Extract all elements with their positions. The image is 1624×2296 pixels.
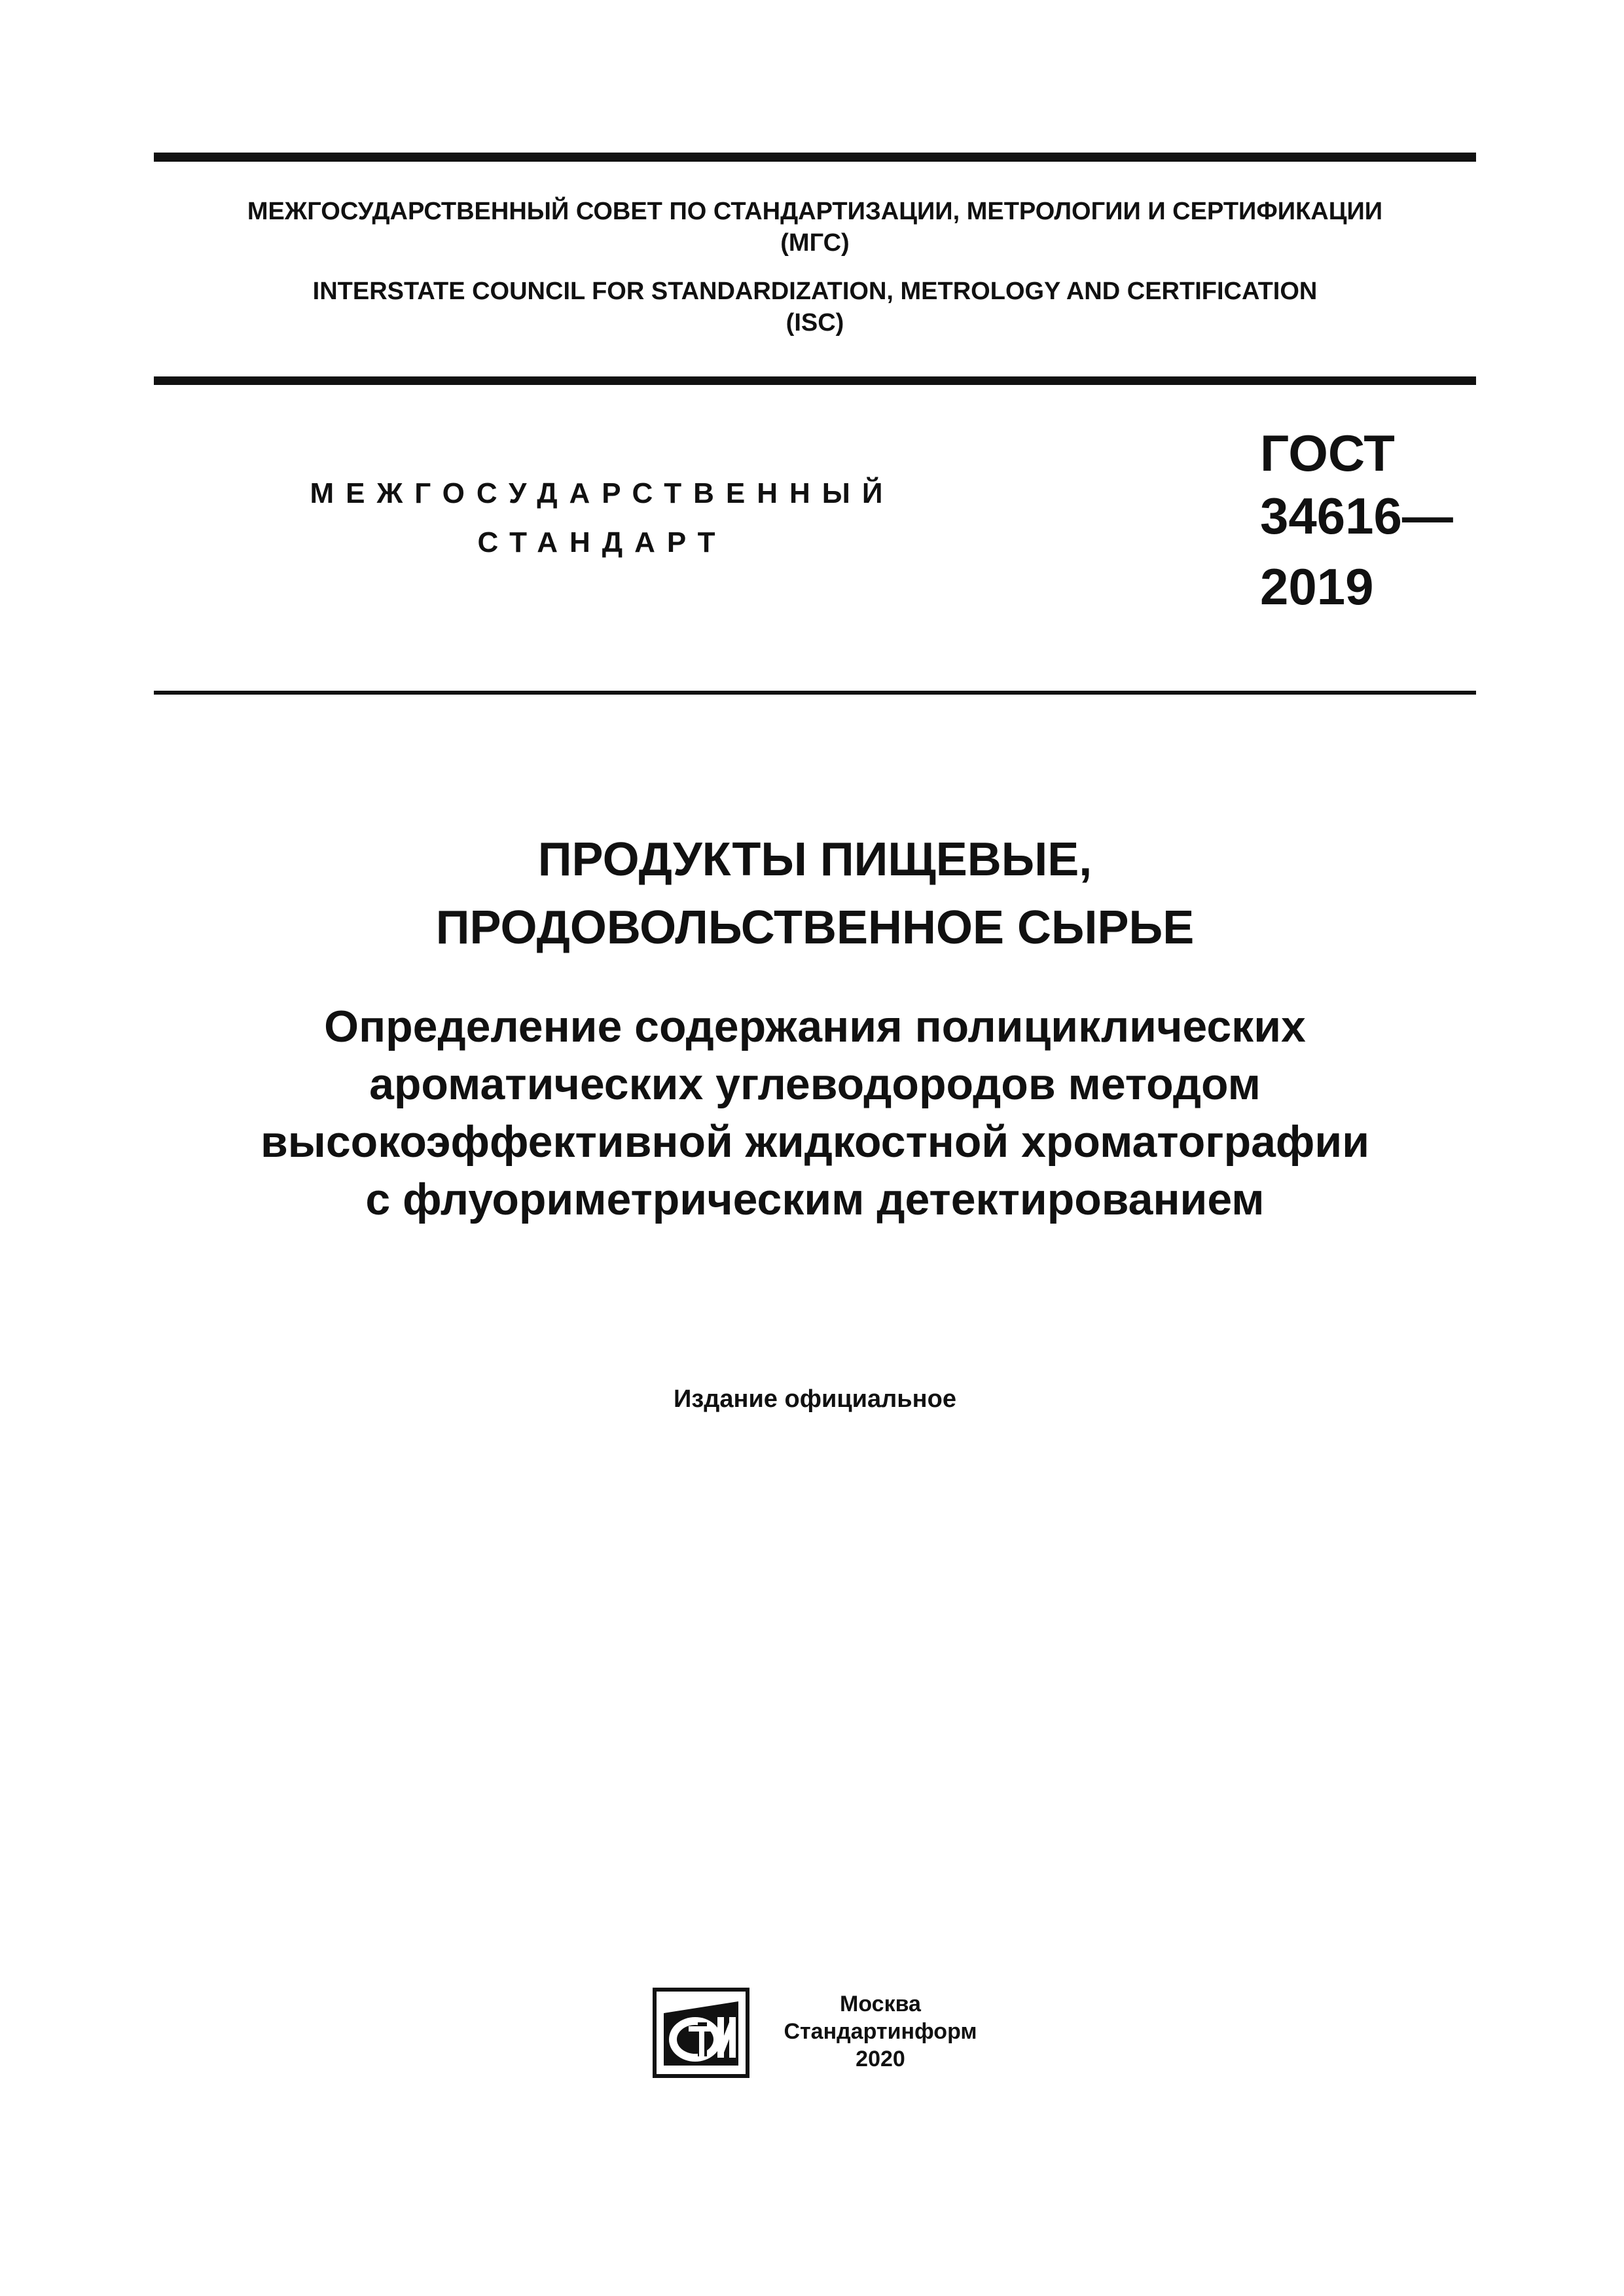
gost-year: 2019 xyxy=(1260,558,1374,615)
top-divider xyxy=(154,153,1476,162)
gost-prefix: ГОСТ xyxy=(1260,424,1395,482)
council-name-ru: МЕЖГОСУДАРСТВЕННЫЙ СОВЕТ ПО СТАНДАРТИЗАЦИИ, МЕТРОЛОГИИ И СЕРТИФИКАЦИИ xyxy=(247,198,1383,225)
document-title-line2: ПРОДОВОЛЬСТВЕННОЕ СЫРЬЕ xyxy=(435,902,1195,954)
council-abbr-en: (ISC) xyxy=(785,309,844,337)
document-title-line1: ПРОДУКТЫ ПИЩЕВЫЕ, xyxy=(537,833,1092,886)
document-subtitle-line3: высокоэффективной жидкостной хроматографии xyxy=(260,1117,1370,1167)
imprint-publisher: Стандартинформ xyxy=(784,2019,977,2044)
middle-divider xyxy=(154,376,1476,385)
lower-divider xyxy=(154,691,1476,695)
standard-kind-line1: МЕЖГОСУДАРСТВЕННЫЙ xyxy=(310,477,895,509)
document-subtitle-line4: с флуориметрическим детектированием xyxy=(365,1175,1265,1224)
council-abbr-ru: (МГС) xyxy=(780,229,850,257)
imprint-city: Москва xyxy=(840,1992,921,2016)
gost-number: 34616— xyxy=(1260,487,1453,545)
document-subtitle-line2: ароматических углеводородов методом xyxy=(369,1059,1261,1109)
document-subtitle-line1: Определение содержания полициклических xyxy=(324,1002,1306,1051)
standartinform-logo-icon xyxy=(652,1987,750,2079)
standard-kind-line2: СТАНДАРТ xyxy=(477,526,727,558)
council-name-en: INTERSTATE COUNCIL FOR STANDARDIZATION, METROLOGY AND CERTIFICATION xyxy=(312,278,1318,305)
imprint-year: 2020 xyxy=(856,2047,905,2071)
edition-label: Издание официальное xyxy=(674,1385,956,1413)
